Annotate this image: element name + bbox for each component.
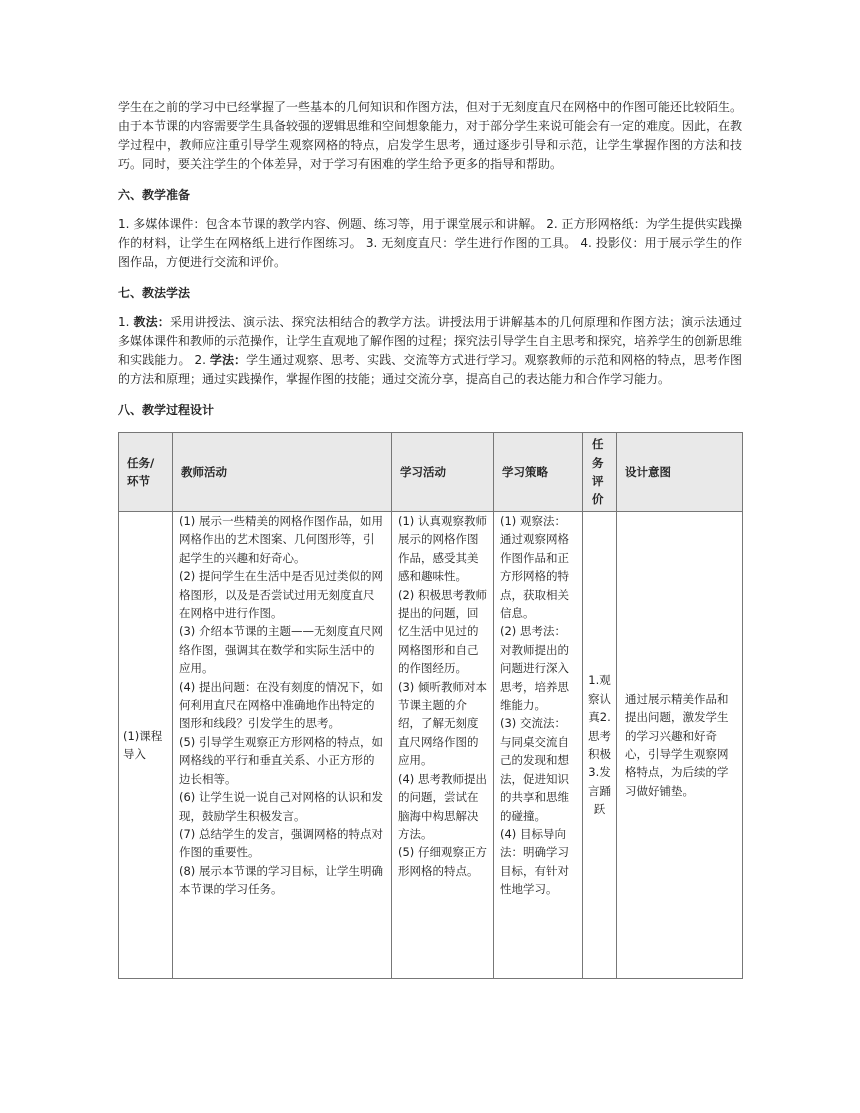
document-page [118, 98, 742, 979]
list-item: (2) 思考法：对教师提出的问题进行深入思考，培养思维能力。 [500, 624, 569, 713]
header-stage: 任务/环节 [119, 433, 173, 512]
list-item: (1) 展示一些精美的网格作图作品，如用网格作出的艺术图案、几何图形等，引起学生的兴趣和好奇心。 [179, 514, 383, 565]
list-item: (7) 总结学生的发言，强调网格的特点对作图的重要性。 [179, 826, 383, 860]
teaching-method-text: 采用讲授法、演示法、探究法相结合的教学方法。讲授法用于讲解基本的几何原理和作图方法；演示法通过多媒体课件和教师的示范操作，让学生直观地了解作图的过程；探究法引导学生自主思考和探究，培养学生的创新思维和实践能力。 [118, 315, 743, 367]
header-design-intent: 设计意图 [617, 433, 743, 512]
header-task-evaluation: 任务评价 [583, 433, 617, 512]
section-heading-preparation: 六、教学准备 [118, 188, 191, 202]
section-heading-process: 八、教学过程设计 [118, 403, 215, 417]
header-learning-strategy: 学习策略 [494, 433, 583, 512]
list-item: (3) 倾听教师对本节课主题的介绍，了解无刻度直尺网络作图的应用。 [398, 679, 487, 768]
list-item: (1) 观察法：通过观察网格作图作品和正方形网格的特点，获取相关信息。 [500, 514, 569, 621]
list-item: (4) 思考教师提出的问题，尝试在脑海中构思解决方法。 [398, 771, 487, 841]
teacher-activity-cell [173, 512, 392, 979]
list-item: (4) 目标导向法：明确学习目标，有针对性地学习。 [500, 826, 569, 897]
teaching-method-label: 教法： [133, 315, 170, 329]
list-item: (1) 认真观察教师展示的网格作图作品，感受其美感和趣味性。 [398, 514, 487, 584]
list-item: (4) 提出问题：在没有刻度的情况下，如何利用直尺在网格中准确地作出特定的图形和线段？引发学生的思考。 [179, 679, 383, 731]
section-heading-methods: 七、教法学法 [118, 286, 191, 300]
header-learning-activity: 学习活动 [392, 433, 494, 512]
header-teacher-activity: 教师活动 [173, 433, 392, 512]
learning-method-label: 学法： [209, 353, 247, 367]
list-item: (5) 仔细观察正方形网格的特点。 [398, 845, 487, 878]
learning-strategy-cell [494, 512, 583, 979]
intro-paragraph: 学生在之前的学习中已经掌握了一些基本的几何知识和作图方法，但对于无刻度直尺在网格中的作图可能还比较陌生。由于本节课的内容需要学生具备较强的逻辑思维和空间想象能力，对于部分学生来说可能会有一定的难度。因此，在教学过程中，教师应注重引导学生观察网格的特点，启发学生思考，通过逐步引导和示范，让学生掌握作图的方法和技巧。同时，要关注学生的个体差异，对于学习有困难的学生给予更多的指导和帮助。 [118, 100, 743, 171]
stage-cell: (1)课程导入 [119, 512, 173, 979]
teaching-method-number: 1. [118, 315, 134, 329]
list-item: (3) 介绍本节课的主题——无刻度直尺网络作图，强调其在数学和实际生活中的应用。 [179, 624, 383, 676]
table-row [119, 512, 743, 979]
list-item: (3) 交流法：与同桌交流自己的发现和想法，促进知识的共享和思维的碰撞。 [500, 716, 569, 823]
list-item: (2) 积极思考教师提出的问题，回忆生活中见过的网格图形和自己的作图经历。 [398, 587, 487, 676]
learning-method-number: 2. [194, 353, 210, 367]
list-item: (2) 提问学生在生活中是否见过类似的网格图形，以及是否尝试过用无刻度直尺在网格中进行作图。 [179, 569, 383, 621]
list-item: (6) 让学生说一说自己对网格的认识和发现，鼓励学生积极发言。 [179, 790, 383, 823]
table-header-row [119, 433, 743, 512]
list-item: (5) 引导学生观察正方形网格的特点，如网格线的平行和垂直关系、小正方形的边长相等。 [179, 734, 383, 786]
design-intent-cell: 通过展示精美作品和提出问题，激发学生的学习兴趣和好奇心，引导学生观察网格特点，为后续的学习做好铺垫。 [617, 512, 743, 979]
preparation-paragraph: 1. 多媒体课件：包含本节课的教学内容、例题、练习等，用于课堂展示和讲解。 2. 正方形网格纸：为学生提供实践操作的材料，让学生在网格纸上进行作图练习。 3. 无刻度直尺：学生进行作图的工具。 4. 投影仪：用于展示学生的作图作品，方便进行交流和评价。 [118, 217, 742, 269]
list-item: (8) 展示本节课的学习目标，让学生明确本节课的学习任务。 [179, 863, 383, 897]
methods-paragraph [118, 313, 742, 389]
task-evaluation-cell: 1.观察认真2.思考积极3.发言踊跃 [583, 512, 617, 979]
learning-method-text: 学生通过观察、思考、实践、交流等方式进行学习。观察教师的示范和网格的特点，思考作图的方法和原理；通过实践操作，掌握作图的技能；通过交流分享，提高自己的表达能力和合作学习能力。 [118, 353, 742, 386]
process-table [118, 432, 743, 979]
learning-activity-cell [392, 512, 494, 979]
